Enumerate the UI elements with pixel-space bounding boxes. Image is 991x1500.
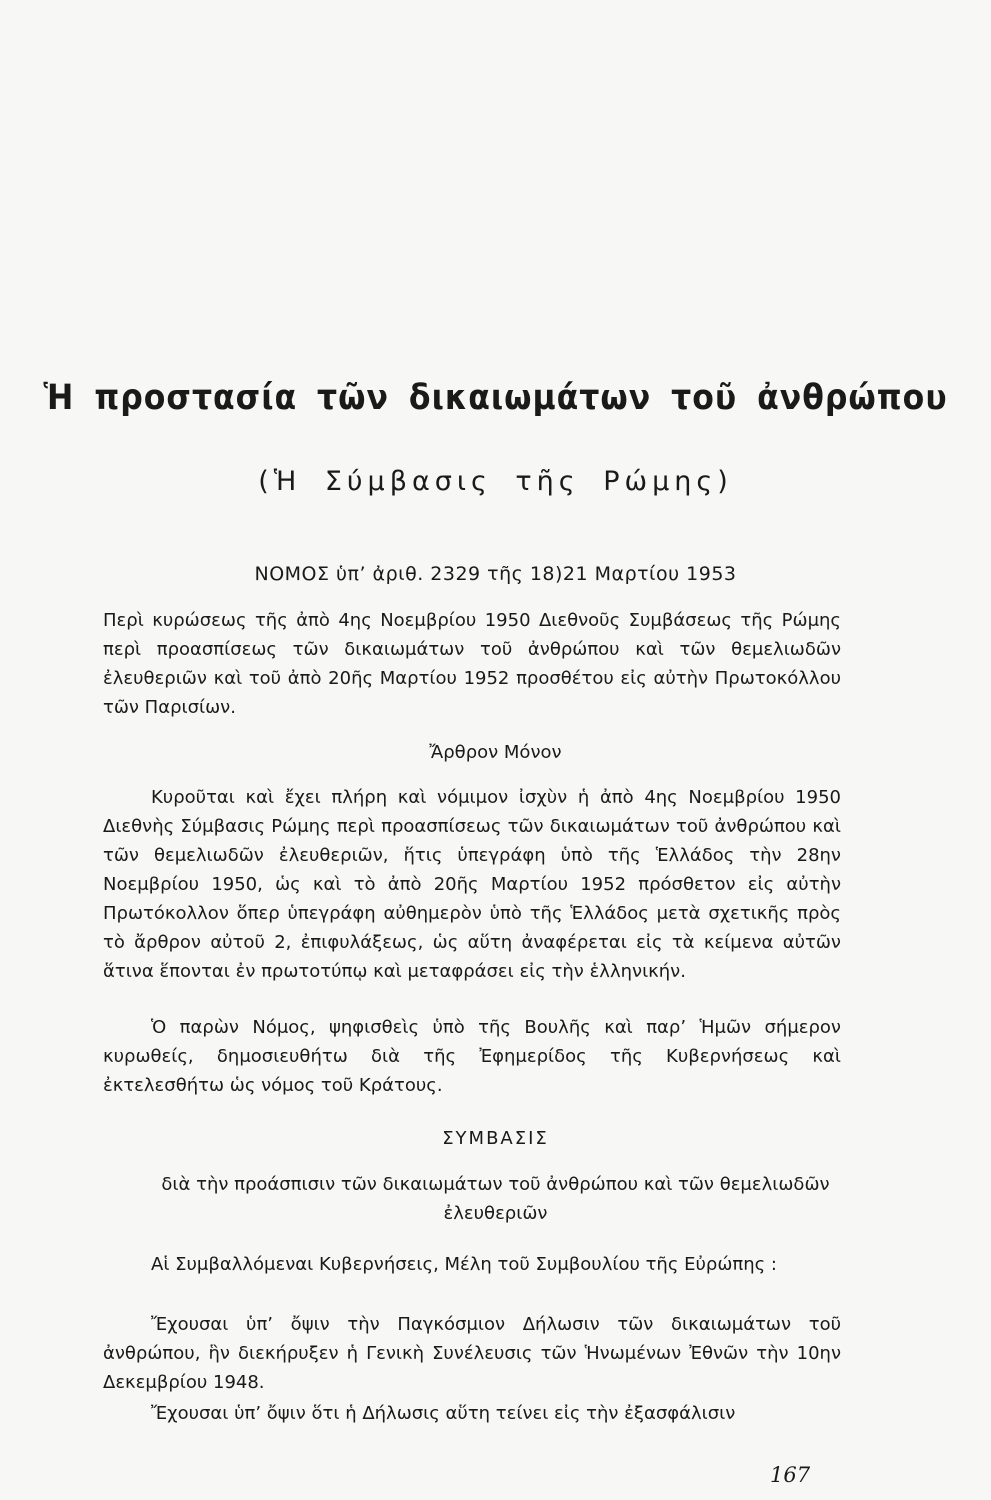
article-paragraph-1: Κυροῦται καὶ ἔχει πλήρη καὶ νόμιμον ἰσχὺν ἡ ἀπὸ 4ης Νοεμβρίου 1950 Διεθνὴς Σύμβασις Ρώμης περὶ προασπίσεως τῶν δικαιωμάτων τοῦ ἀνθρώπου καὶ τῶν θεμελιωδῶν ἐλευθεριῶν, ἥτις ὑπεγράφη ὑπὸ τῆς Ἑλλάδος τὴν 28ην Νοεμβρίου 1950, ὡς καὶ τὸ ἀπὸ 20ῆς Μαρτίου 1952 πρόσθετον εἰς αὐτὴν Πρωτόκολλον ὅπερ ὑπεγράφη αὐθημερὸν ὑπὸ τῆς Ἑλλάδος μετὰ σχετικῆς πρὸς τὸ ἄρθρον αὐτοῦ 2, ἐπιφυλάξεως, ὡς αὕτη ἀναφέρεται εἰς τὰ κείμενα αὐτῶν ἅτινα ἕπονται ἐν πρωτοτύπῳ καὶ μεταφράσει εἰς τὴν ἑλληνικήν. — [103, 787, 841, 982]
convention-subtitle-line-2: ἐλευθεριῶν — [443, 1203, 548, 1224]
convention-heading: ΣΥΜΒΑΣΙΣ — [442, 1128, 549, 1149]
law-heading: ΝΟΜΟΣ ὑπ’ ἀριθ. 2329 τῆς 18)21 Μαρτίου 1953 — [254, 563, 737, 585]
page-number: 167 — [770, 1463, 811, 1487]
article-heading: Ἄρθρον Μόνον — [429, 742, 562, 763]
convention-subtitle-line-1: διὰ τὴν προάσπισιν τῶν δικαιωμάτων τοῦ ἀνθρώπου καὶ τῶν θεμελιωδῶν — [161, 1174, 830, 1195]
law-summary-paragraph: Περὶ κυρώσεως τῆς ἀπὸ 4ης Νοεμβρίου 1950 Διεθνοῦς Συμβάσεως τῆς Ρώμης περὶ προασπίσεως τῶν δικαιωμάτων τοῦ ἀνθρώπου καὶ τῶν θεμελιωδῶν ἐλευθεριῶν καὶ τοῦ ἀπὸ 20ῆς Μαρτίου 1952 προσθέτου εἰς αὐτὴν Πρωτοκόλλου τῶν Παρισίων. — [103, 610, 841, 718]
article-paragraph-2: Ὁ παρὼν Νόμος, ψηφισθεὶς ὑπὸ τῆς Βουλῆς καὶ παρ’ Ἡμῶν σήμερον κυρωθείς, δημοσιευθήτω διὰ τῆς Ἐφημερίδος τῆς Κυβερνήσεως καὶ ἐκτελεσθήτω ὡς νόμος τοῦ Κράτους. — [103, 1017, 841, 1096]
preamble-paragraph-2: Ἔχουσαι ὑπ’ ὄψιν τὴν Παγκόσμιον Δήλωσιν τῶν δικαιωμάτων τοῦ ἀνθρώπου, ἣν διεκήρυξεν ἡ Γενικὴ Συνέλευσις τῶν Ἡνωμένων Ἐθνῶν τὴν 10ην Δεκεμβρίου 1948. — [103, 1314, 841, 1393]
page-subtitle: (Ἡ Σύμβασις τῆς Ρώμης) — [258, 466, 733, 497]
page-title: Ἡ προστασία τῶν δικαιωμάτων τοῦ ἀνθρώπου — [43, 378, 948, 418]
preamble-paragraph-3: Ἔχουσαι ὑπ’ ὄψιν ὅτι ἡ Δήλωσις αὕτη τείνει εἰς τὴν ἐξασφάλισιν — [151, 1403, 736, 1424]
preamble-paragraph-1: Αἱ Συμβαλλόμεναι Κυβερνήσεις, Μέλη τοῦ Συμβουλίου τῆς Εὐρώπης : — [151, 1254, 778, 1275]
